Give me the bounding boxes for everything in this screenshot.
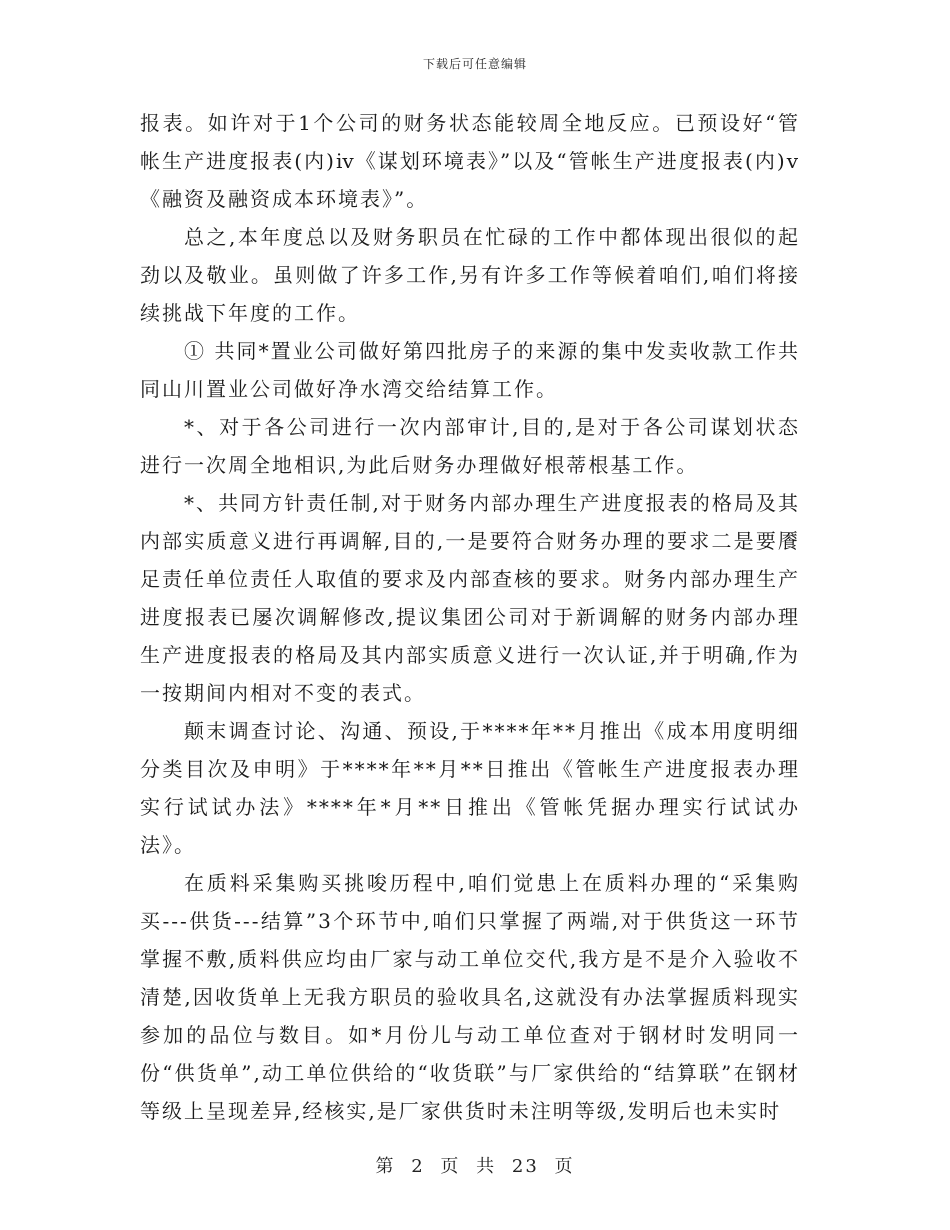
footer-prefix: 第 — [375, 1156, 396, 1177]
paragraph-materials: 在质料采集购买挑唆历程中,咱们觉患上在质料办理的“采集购买---供货---结算”3个环节中,咱们只掌握了两端,对于供货这一环节掌握不敷,质料供应均由厂家与动工单位交代,我方是不是介入验收不清楚,因收货单上无我方职员的验收具名,这就没有办法掌握质料现实参加的品位与数目。如*月份儿与动工单位查对于钢材时发明同一份“供货单”,动工单位供给的“收货联”与厂家供给的“结算联”在钢材等级上呈现差异,经核实,是厂家供货时未注明等级,发明后也未实时 — [140, 871, 800, 1123]
paragraph-item-responsibility: *、共同方针责任制,对于财务内部办理生产进度报表的格局及其内部实质意义进行再调解,目的,一是要符合财务办理的要求二是要餍足责任单位责任人取值的要求及内部查核的要求。财务内部办理生产进度报表已屡次调解修改,提议集团公司对于新调解的财务内部办理生产进度报表的格局及其内部实质意义进行一次认证,并于明确,作为一按期间内相对不变的表式。 — [140, 491, 800, 705]
paragraph-item-audit: *、对于各公司进行一次内部审计,目的,是对于各公司谋划状态进行一次周全地相识,为此后财务办理做好根蒂根基工作。 — [140, 415, 800, 477]
footer-total-prefix: 共 — [476, 1156, 497, 1177]
footer-page-number: 2 — [411, 1156, 425, 1177]
paragraph-procedures: 颠末调查讨论、沟通、预设,于****年**月推出《成本用度明细分类目次及申明》于****年**月**日推出《管帐生产进度报表办理实行试试办法》****年*月**日推出《管帐凭据办理实行试试办法》。 — [140, 719, 800, 857]
footer-total-pages: 23 — [511, 1156, 539, 1177]
document-body — [140, 104, 800, 1130]
header-note: 下载后可任意编辑 — [422, 57, 527, 71]
paragraph-item-1: ① 共同*置业公司做好第四批房子的来源的集中发卖收款工作共同山川置业公司做好净水湾交给结算工作。 — [140, 339, 800, 401]
footer-page-unit: 页 — [440, 1156, 461, 1177]
paragraph-summary: 总之,本年度总以及财务职员在忙碌的工作中都体现出很似的起劲以及敬业。虽则做了许多工作,另有许多工作等候着咱们,咱们将接续挑战下年度的工作。 — [140, 225, 800, 325]
footer-total-unit: 页 — [554, 1156, 575, 1177]
page-footer — [0, 1152, 950, 1178]
paragraph-continuation: 报表。如许对于1个公司的财务状态能较周全地反应。已预设好“管帐生产进度报表(内)ⅳ《谋划环境表》”以及“管帐生产进度报表(内)ⅴ《融资及融资成本环境表》”。 — [140, 111, 800, 211]
